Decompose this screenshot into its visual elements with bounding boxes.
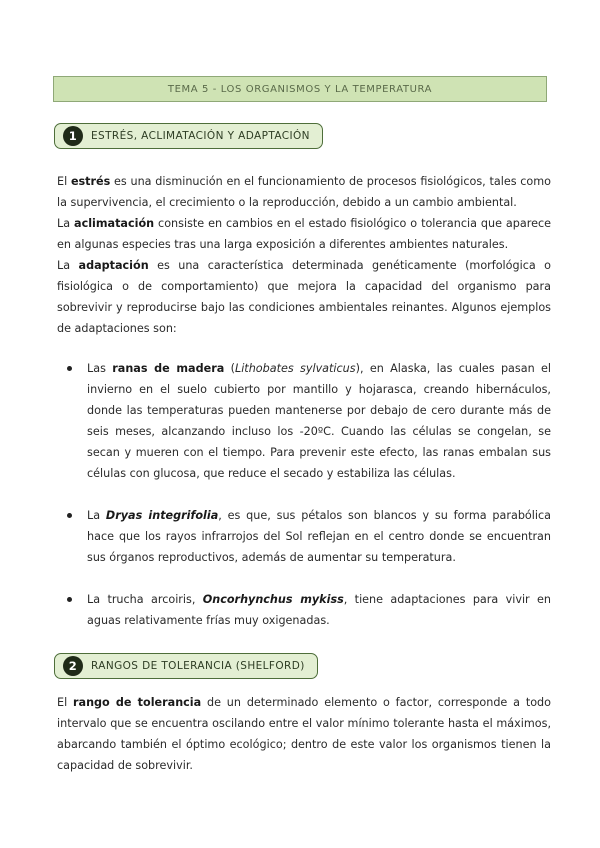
- section-heading-1: [54, 123, 323, 149]
- list-item-text: La Dryas integrifolia, es que, sus pétalos son blancos y su forma parabólica hace que los rayos infrarrojos del Sol reflejan en el centro donde se encuentran sus órganos reproductivos, además de aumentar su temperatura.: [87, 509, 551, 564]
- page-title: TEMA 5 - LOS ORGANISMOS Y LA TEMPERATURA: [53, 76, 547, 102]
- section-heading-2: [54, 653, 318, 679]
- list-item-text: Las ranas de madera (Lithobates sylvaticus), en Alaska, las cuales pasan el invierno en el suelo cubierto por mantillo y hojarasca, creando hibernáculos, donde las temperaturas pueden mantenerse por debajo de cero durante más de seis meses, alcanzando incluso los -20ºC. Cuando las células se congelan, se secan y mueren con el tiempo. Para prevenir este efecto, las ranas embalan sus células con glucosa, que reduce el secado y estabiliza las células.: [87, 362, 551, 480]
- list-item-text: La trucha arcoiris, Oncorhynchus mykiss, tiene adaptaciones para vivir en aguas relativamente frías muy oxigenadas.: [87, 593, 551, 627]
- bullet-icon: [67, 597, 72, 602]
- bullet-icon: [67, 513, 72, 518]
- paragraph-aclimatacion: La aclimatación consiste en cambios en el estado fisiológico o tolerancia que aparece en algunas especies tras una larga exposición a diferentes ambientes naturales.: [57, 217, 551, 251]
- section-number-badge: 1: [63, 126, 83, 146]
- section-number-badge: 2: [63, 656, 83, 676]
- list-item: [66, 358, 551, 484]
- bullet-icon: [67, 366, 72, 371]
- paragraph-rango-tolerancia: El rango de tolerancia de un determinado elemento o factor, corresponde a todo intervalo que se encuentra oscilando entre el valor mínimo tolerante hasta el máximos, abarcando también el óptimo ecológico; dentro de este valor los organismos tienen la capacidad de sobrevivir.: [57, 696, 551, 772]
- list-item: [66, 505, 551, 568]
- paragraph-adaptacion: La adaptación es una característica determinada genéticamente (morfológica o fisiológica o de comportamiento) que mejora la capacidad del organismo para sobrevivir y reproducirse bajo las condiciones ambientales reinantes. Algunos ejemplos de adaptaciones son:: [57, 259, 552, 335]
- section-heading-text: ESTRÉS, ACLIMATACIÓN Y ADAPTACIÓN: [91, 130, 310, 142]
- list-item: [66, 589, 551, 631]
- section-heading-text: RANGOS DE TOLERANCIA (SHELFORD): [91, 660, 305, 672]
- paragraph-estres: El estrés es una disminución en el funcionamiento de procesos fisiológicos, tales como la supervivencia, el crecimiento o la reproducción, debido a un cambio ambiental.: [57, 175, 552, 209]
